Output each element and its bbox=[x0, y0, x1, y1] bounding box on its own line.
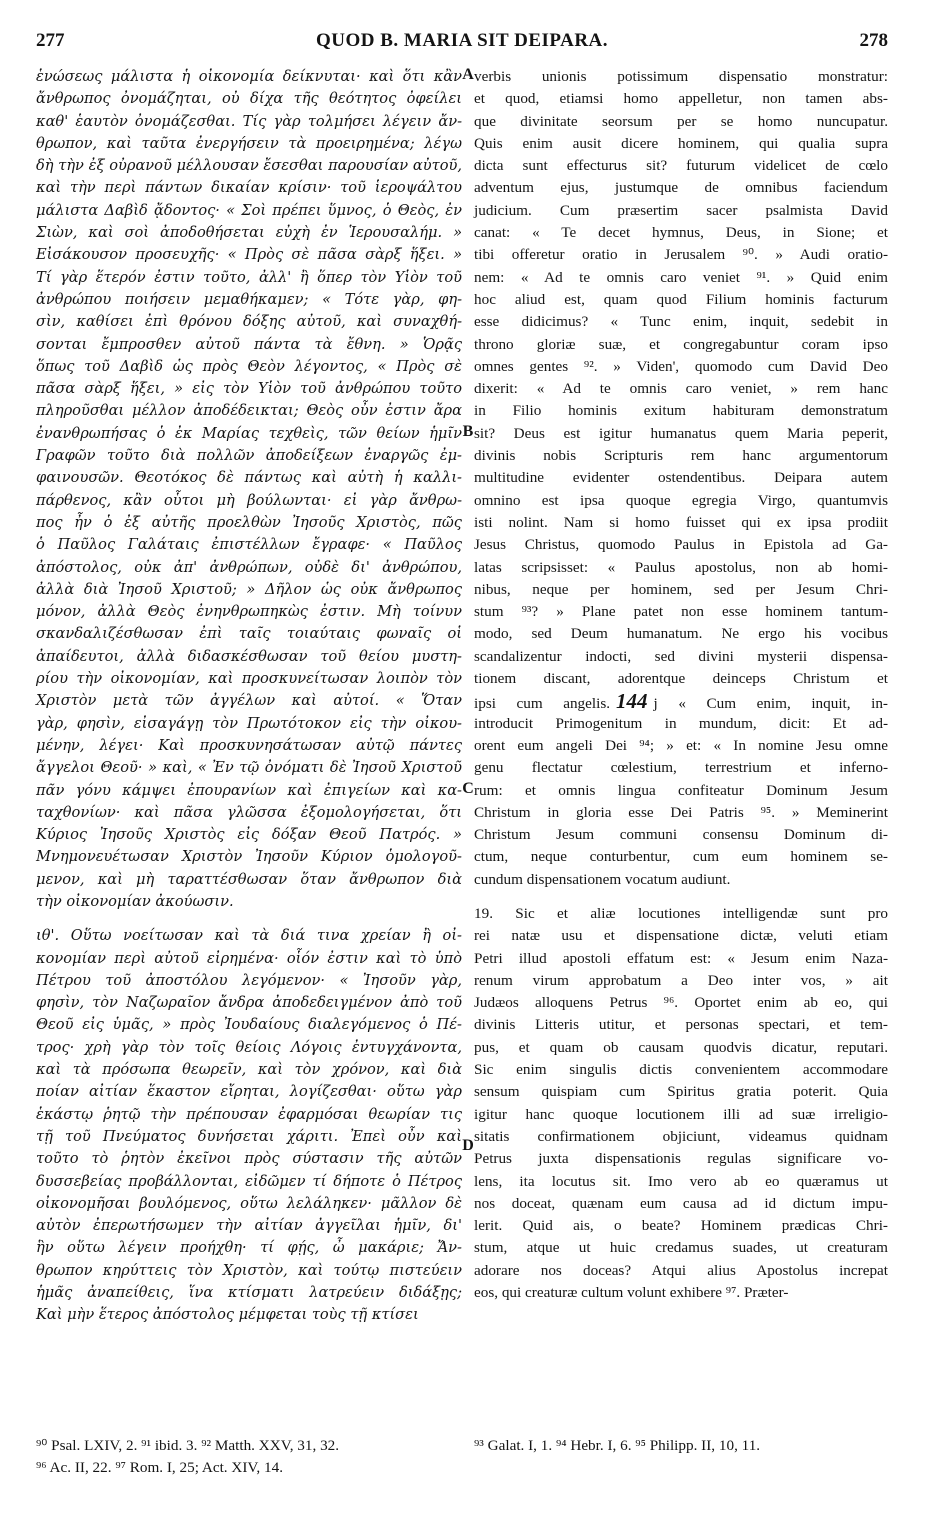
greek-text-line: θρωπον, καὶ ταῦτα ἐνεργήσειν τὰ προειρημένα; λέγω bbox=[36, 134, 462, 152]
latin-text-line: nem: « Ad te omnis caro veniet ⁹¹. » Quid enim bbox=[474, 268, 888, 286]
latin-text-line: modo, sed Deum humanatum. Ne ergo his vocibus bbox=[474, 625, 888, 643]
greek-text-line: οἰκονομῆσαι βουλόμενος, οὕτω λελάληκεν· μᾶλλον δὲ bbox=[36, 1194, 462, 1212]
margin-marker-b: B bbox=[462, 423, 474, 440]
latin-text-line: nibus, neque per hominem, sed per Jesum Chri- bbox=[474, 580, 888, 598]
latin-text-line: adventum ejus, justumque de omnibus faciendum bbox=[474, 179, 888, 197]
latin-text-line: Christum in gloria esse Dei Patris ⁹⁵. » Meminerint bbox=[474, 803, 888, 821]
greek-text-line: Πέτρου τοῦ ἀποστόλου λεγόμενον· « Ἰησοῦν γὰρ, bbox=[36, 971, 462, 989]
latin-text-line: introducit Primogenitum in mundum, dicit: Et ad- bbox=[474, 714, 888, 732]
latin-text-line: sitatis confirmationem objiciunt, videamus quidnam bbox=[474, 1127, 888, 1145]
greek-text-line: σονται ἔμπροσθεν αὐτοῦ πάντα τὰ ἔθνη. » Ὁρᾷς bbox=[36, 335, 462, 353]
footnotes bbox=[36, 1435, 888, 1479]
greek-text-line: ἀλλὰ διὰ Ἰησοῦ Χριστοῦ; » Δῆλον ὡς οὐκ ἄνθρωπος bbox=[36, 580, 462, 598]
latin-text-line: divinis nobis Scripturis rem hanc argumentorum bbox=[474, 447, 888, 465]
greek-text-line: ἄγγελοι Θεοῦ· » καὶ, « Ἐν τῷ ὀνόματι δὲ Ἰησοῦ Χριστοῦ bbox=[36, 759, 462, 777]
latin-text-line: in Filio hominis exitum habituram demonstratum bbox=[474, 402, 888, 420]
greek-text-line: ἑκάστῳ ῥητῷ τὴν πρέπουσαν ἐφαρμόσαι θεωρίαν τις bbox=[36, 1105, 462, 1123]
greek-text-line: πᾶν γόνυ κάμψει ἐπουρανίων καὶ ἐπιγείων καὶ κα- bbox=[36, 781, 462, 799]
greek-text-line: Θεοῦ εἰς ὑμᾶς, » πρὸς Ἰουδαίους διαλεγόμενος ὁ Πέ- bbox=[36, 1016, 462, 1034]
latin-text-line: Christum Jesum communi consensu Dominum di- bbox=[474, 826, 888, 844]
latin-text-line: dixerit: « Ad te omnis caro veniet, » rem hanc bbox=[474, 380, 888, 398]
latin-text-line: orent eum angeli Dei ⁹⁴; » et: « In nomine Jesu omne bbox=[474, 736, 888, 754]
greek-text-line: ἡμᾶς ἀναπείθεις, ἵνα κτίσματι λατρεύειν διδάξῃς; bbox=[36, 1284, 462, 1302]
greek-text-line: πληροῦσθαι μέλλον ἀποδέδεικται; Θεὸς οὖν ἐστιν ἄρα bbox=[36, 402, 462, 420]
greek-text-line: πάρθενος, κἂν οὗτοι μὴ βούλωνται· εἰ γὰρ ἄνθρω- bbox=[36, 491, 462, 509]
latin-text-line: Petrus juxta dispensationis regulas significare vo- bbox=[474, 1150, 888, 1168]
latin-text-line: dicta sunt effecturus sit? futurum videlicet de cœlo bbox=[474, 157, 888, 175]
greek-text-line: τρος· χρὴ γὰρ τὸν τοῖς θείοις Λόγοις ἐντυγχάνοντα, bbox=[36, 1038, 462, 1056]
latin-text-line: nos doceat, quænam eum causa ad id dictum impu- bbox=[474, 1194, 888, 1212]
greek-text-line: ἀπαίδευτοι, ἀλλὰ διδασκέσθωσαν τοῦ θείου μυστη- bbox=[36, 647, 462, 665]
latin-text-line: tibi offeretur oratio in Jerusalem ⁹⁰. » Audi oratio- bbox=[474, 246, 888, 264]
greek-text-line: γὰρ, φησὶν, εἰσαγάγῃ τὸν Πρωτότοκον εἰς τὴν οἰκου- bbox=[36, 714, 462, 732]
greek-text-line: ὅπως τοῦ Δαβὶδ ὡς πρὸς Θεὸν λέγοντος, « Πρὸς σὲ bbox=[36, 357, 462, 375]
greek-text-line: Σιὼν, καὶ σοὶ ἀποδοθήσεται εὐχὴ ἐν Ἱερουσαλήμ. » bbox=[36, 224, 462, 242]
greek-text-line: τοῦτο τὸ ῥητὸν ἐκεῖνοι πρὸς σύστασιν τῆς αὐτῶν bbox=[36, 1150, 462, 1168]
greek-text-line: καὶ τὴν περὶ πάντων δικαίαν κρίσιν· τοῦ ἱεροψάλτου bbox=[36, 179, 462, 197]
greek-text-line: μάλιστα Δαβὶδ ᾄδοντος· « Σοὶ πρέπει ὕμνος, ὁ Θεὸς, ἐν bbox=[36, 201, 462, 219]
greek-text-line: αὐτὸν ἐπερωτήσωμεν τὴν αἰτίαν ἀγγεῖλαι ἡμῖν, δι' bbox=[36, 1217, 462, 1235]
greek-text-line: ἣν οὕτω λέγειν προήχθη· τί φῄς, ὦ μακάριε; Ἄν- bbox=[36, 1239, 462, 1257]
greek-text-line: δυσσεβείας προβάλλονται, εἰδῶμεν τί δήποτε ὁ Πέτρος bbox=[36, 1172, 462, 1190]
latin-text-line: lens, ita locutus sit. Imo vero ab eo quæramus ut bbox=[474, 1172, 888, 1190]
greek-text-line: τὴν οἰκονομίαν ἀκούωσιν. bbox=[36, 892, 234, 910]
latin-text-line: renum virum approbatum a Deo inter vos, » ait bbox=[474, 971, 888, 989]
greek-text-line: Κύριος Ἰησοῦς Χριστὸς εἰς δόξαν Θεοῦ Πατρός. » bbox=[36, 826, 462, 844]
latin-text-line: multitudine evidenter ostendentibus. Deipara autem bbox=[474, 469, 888, 487]
latin-text-fragment: ipsi cum angelis. bbox=[474, 695, 611, 713]
page-header bbox=[36, 30, 888, 56]
latin-text-line: sit? Deus est igitur humanatus quem Maria peperit, bbox=[474, 424, 888, 442]
latin-text-line: hoc aliud est, quam quod Filium hominis facturum bbox=[474, 290, 888, 308]
greek-text-line: σκανδαλιζέσθωσαν ἐπὶ ταῖς τοιαύταις φωναῖς οἱ bbox=[36, 625, 462, 643]
latin-text-line: judicium. Cum præsertim sacer psalmista David bbox=[474, 201, 888, 219]
margin-marker-d: D bbox=[462, 1137, 474, 1154]
greek-text-line: πᾶσα σὰρξ ἥξει, » εἰς τὸν Υἱὸν τοῦ ἀνθρώπου τοῦτο bbox=[36, 380, 462, 398]
page-number-left: 277 bbox=[36, 30, 65, 51]
greek-text-line: ἀνθρώπου ποιήσειν μεμαθήκαμεν; « Τότε γὰρ, φη- bbox=[36, 290, 462, 308]
latin-text-line: latas scripsisset: « Paulus apostolus, non ab homi- bbox=[474, 558, 888, 576]
latin-text-line: Petri illud apostoli effatum est: « Jesum enim Naza- bbox=[474, 949, 888, 967]
greek-text-line: φησὶν, τὸν Ναζωραῖον ἄνδρα ἀποδεδειγμένον ἀπὸ τοῦ bbox=[36, 994, 462, 1012]
footnote-row1-right: ⁹³ Galat. I, 1. ⁹⁴ Hebr. I, 6. ⁹⁵ Philipp. II, 10, 11. bbox=[474, 1437, 761, 1454]
greek-text-line: δὴ τὴν ἐξ οὐρανοῦ μέλλουσαν ἔσεσθαι παρουσίαν αὐτοῦ, bbox=[36, 157, 462, 175]
greek-text-line: μένην, λέγει· Καὶ προσκυνησάτωσαν αὐτῷ πάντες bbox=[36, 736, 462, 754]
latin-text-line: et quod, etiamsi homo appelletur, non tamen abs- bbox=[474, 90, 888, 108]
latin-text-line: que divinitate seorsum per se homo nuncupatur. bbox=[474, 112, 888, 130]
greek-text-line: καὶ τὰ πρόσωπα θεωρεῖν, καὶ τὸν χρόνον, καὶ διὰ bbox=[36, 1061, 462, 1079]
latin-text-line: rei natæ usu et dispensatione dictæ, veluti etiam bbox=[474, 927, 888, 945]
greek-text-line: μόνον, ἀλλὰ Θεὸς ἐνηνθρωπηκὼς ἐστιν. Μὴ τοίνυν bbox=[36, 603, 462, 621]
latin-text-line: cundum dispensationem vocatum audiunt. bbox=[474, 870, 731, 888]
greek-text-line: τῇ τοῦ Πνεύματος δυνήσεται χάριτι. Ἐπεὶ οὖν καὶ bbox=[36, 1127, 462, 1145]
running-title: QUOD B. MARIA SIT DEIPARA. bbox=[315, 30, 609, 51]
latin-text-line: sensum quispiam cum Spiritus gratia poterit. Quia bbox=[474, 1083, 888, 1101]
greek-text-line: Γραφῶν τοῦτο διὰ πολλῶν ἀποδείξεων ἐναργῶς ἐμ- bbox=[36, 447, 462, 465]
greek-text-line: ἀπόστολος, οὐκ ἀπ' ἀνθρώπων, οὐδὲ δι' ἀνθρώπου, bbox=[36, 558, 462, 576]
greek-text-line: ποίαν αἰτίαν ἕκαστον εἴρηται, λογίζεσθαι· οὕτω γὰρ bbox=[36, 1083, 462, 1101]
greek-text-line: ιθ'. Οὕτω νοείτωσαν καὶ τὰ διά τινα χρείαν ἢ οἰ- bbox=[36, 927, 462, 945]
latin-text-line: lerit. Quid ais, o beate? Hominem prædicas Chri- bbox=[474, 1217, 888, 1235]
latin-text-line: rum: et omnis lingua confiteatur Dominum Jesum bbox=[474, 781, 888, 799]
paragraph-gap bbox=[474, 891, 888, 903]
latin-text-line: adorare nos doceas? Atqui alius Apostolus increpat bbox=[474, 1261, 888, 1279]
greek-text-line: Εἰσάκουσον προσευχῆς· « Πρὸς σὲ πᾶσα σὰρξ ἥξει. » bbox=[36, 246, 462, 264]
latin-text-line: omnes gentes ⁹². » Viden', quomodo cum David Deo bbox=[474, 357, 888, 375]
latin-text-line: Quis enim ausit dicere hominem, qui qualia supra bbox=[474, 134, 888, 152]
latin-text-line: stum, atque ut huic credamus suades, ut creaturam bbox=[474, 1239, 888, 1257]
latin-text-line: throno gloriæ suæ, et congregabuntur coram ipso bbox=[474, 335, 888, 353]
latin-text-line: verbis unionis potissimum dispensatio monstratur: bbox=[474, 68, 888, 85]
latin-text-line: esse didicimus? « Tunc enim, inquit, sedebit in bbox=[474, 313, 888, 331]
paragraph-gap bbox=[36, 913, 462, 925]
latin-text-line: ctum, neque conturbentur, cum eum hominem se- bbox=[474, 848, 888, 866]
greek-text-line: φαινουσῶν. Θεοτόκος δὲ πάντως καὶ αὐτὴ ἡ καλλι- bbox=[36, 469, 462, 487]
greek-text-line: μενον, καὶ μὴ ταραττέσθωσαν ὅταν ἄνθρωπον διὰ bbox=[36, 870, 462, 888]
latin-text-line: genu flectatur cœlestium, terrestrium et inferno- bbox=[474, 759, 888, 777]
margin-marker-c: C bbox=[462, 780, 474, 797]
greek-text-line: Τί γὰρ ἕτερόν ἐστιν τοῦτο, ἀλλ' ἢ ὅπερ τὸν Υἱὸν τοῦ bbox=[36, 268, 462, 286]
latin-text-column bbox=[474, 66, 888, 1304]
latin-text-line: eos, qui creaturæ cultum volunt exhibere ⁹⁷. Præter- bbox=[474, 1284, 789, 1302]
greek-text-line: ταχθονίων· καὶ πᾶσα γλῶσσα ἐξομολογήσεται, ὅτι bbox=[36, 803, 462, 821]
latin-text-line: divinis Litteris utitur, et personas spectari, et tem- bbox=[474, 1016, 888, 1034]
latin-text-line: stum ⁹³? » Plane patet non esse hominem tantum- bbox=[474, 603, 888, 621]
footnote-row1-left: ⁹⁰ Psal. LXIV, 2. ⁹¹ ibid. 3. ⁹² Matth. XXV, 31, 32. bbox=[36, 1437, 340, 1454]
latin-text-line: 19. Sic et aliæ locutiones intelligendæ sunt pro bbox=[474, 904, 888, 922]
greek-text-line: ἄνθρωπος ὀνομάζηται, οὐ δίχα τῆς θεότητος ὀφείλει bbox=[36, 90, 462, 108]
greek-text-line: πος ἦν ὁ ἐξ αὐτῆς προελθὼν Ἰησοῦς Χριστὸς, πῶς bbox=[36, 513, 462, 531]
greek-text-line: ὁ Παῦλος Γαλάταις ἐπιστέλλων ἔγραφε· « Παῦλος bbox=[36, 536, 462, 554]
latin-text-line bbox=[474, 690, 888, 712]
greek-text-line: ρίου τὴν οἰκονομίαν, καὶ προσκυνείτωσαν λοιπὸν τὸν bbox=[36, 670, 462, 688]
column-number-marker: 144 bbox=[616, 689, 648, 714]
latin-text-line: canat: « Te decet hymnus, Deus, in Sione; et bbox=[474, 224, 888, 242]
margin-marker-a: A bbox=[462, 66, 474, 83]
greek-text-line: Μνημονευέτωσαν Χριστὸν Ἰησοῦν Κύριον ὁμολογοῦ- bbox=[36, 848, 462, 866]
greek-text-line: θρωπον κηρύττεις τὸν Χριστὸν, καὶ τούτῳ πιστεύειν bbox=[36, 1261, 462, 1279]
greek-text-line: κονομίαν περὶ αὐτοῦ εἰρημένα· οἷόν ἐστιν καὶ τὸ ὑπὸ bbox=[36, 949, 462, 967]
greek-text-line: ἑνώσεως μάλιστα ἡ οἰκονομία δείκνυται· καὶ ὅτι κἂν bbox=[36, 68, 462, 85]
greek-text-line: ἐνανθρωπήσας ὁ ἐκ Μαρίας τεχθεὶς, τῶν θείων ἡμῖν bbox=[36, 424, 462, 442]
latin-text-line: Judæos alloquens Petrus ⁹⁶. Oportet enim ab eo, qui bbox=[474, 994, 888, 1012]
greek-text-line: Χριστὸν μετὰ τῶν ἀγγέλων καὶ αὐτοί. « Ὅταν bbox=[36, 692, 462, 710]
footnote-row2: ⁹⁶ Ac. II, 22. ⁹⁷ Rom. I, 25; Act. XIV, 14. bbox=[36, 1459, 284, 1476]
greek-text-column bbox=[36, 66, 462, 1327]
latin-text-line: igitur hanc quoque locutionem illi ad suæ irreligio- bbox=[474, 1105, 888, 1123]
latin-text-line: isti nolint. Nam si homo fuisset qui ex ipsa prodiit bbox=[474, 513, 888, 531]
latin-text-line: scandalizentur indocti, sed divini mysterii dispensa- bbox=[474, 647, 888, 665]
latin-text-fragment: j « Cum enim, inquit, in- bbox=[653, 695, 888, 713]
greek-text-line: Καὶ μὴν ἕτερος ἀπόστολος μέμφεται τοὺς τῇ κτίσει bbox=[36, 1306, 419, 1324]
latin-text-line: Jesus Christus, quomodo Paulus in Epistola ad Ga- bbox=[474, 536, 888, 554]
page-number-right: 278 bbox=[859, 30, 888, 51]
latin-text-line: pus, et quam ob causam quodvis dicatur, reputari. bbox=[474, 1038, 888, 1056]
latin-text-line: tionem discant, adorentque deinceps Christum et bbox=[474, 670, 888, 688]
latin-text-line: Sic enim singulis dictis convenientem accommodare bbox=[474, 1061, 888, 1079]
greek-text-line: σὶν, καθίσει ἐπὶ θρόνου δόξης αὐτοῦ, καὶ συναχθή- bbox=[36, 313, 462, 331]
latin-text-line: omnino est ipsa quoque egregia Virgo, quantumvis bbox=[474, 491, 888, 509]
greek-text-line: καθ' ἑαυτὸν ὀνομάζεσθαι. Τίς γὰρ τολμήσει λέγειν ἄν- bbox=[36, 112, 462, 130]
